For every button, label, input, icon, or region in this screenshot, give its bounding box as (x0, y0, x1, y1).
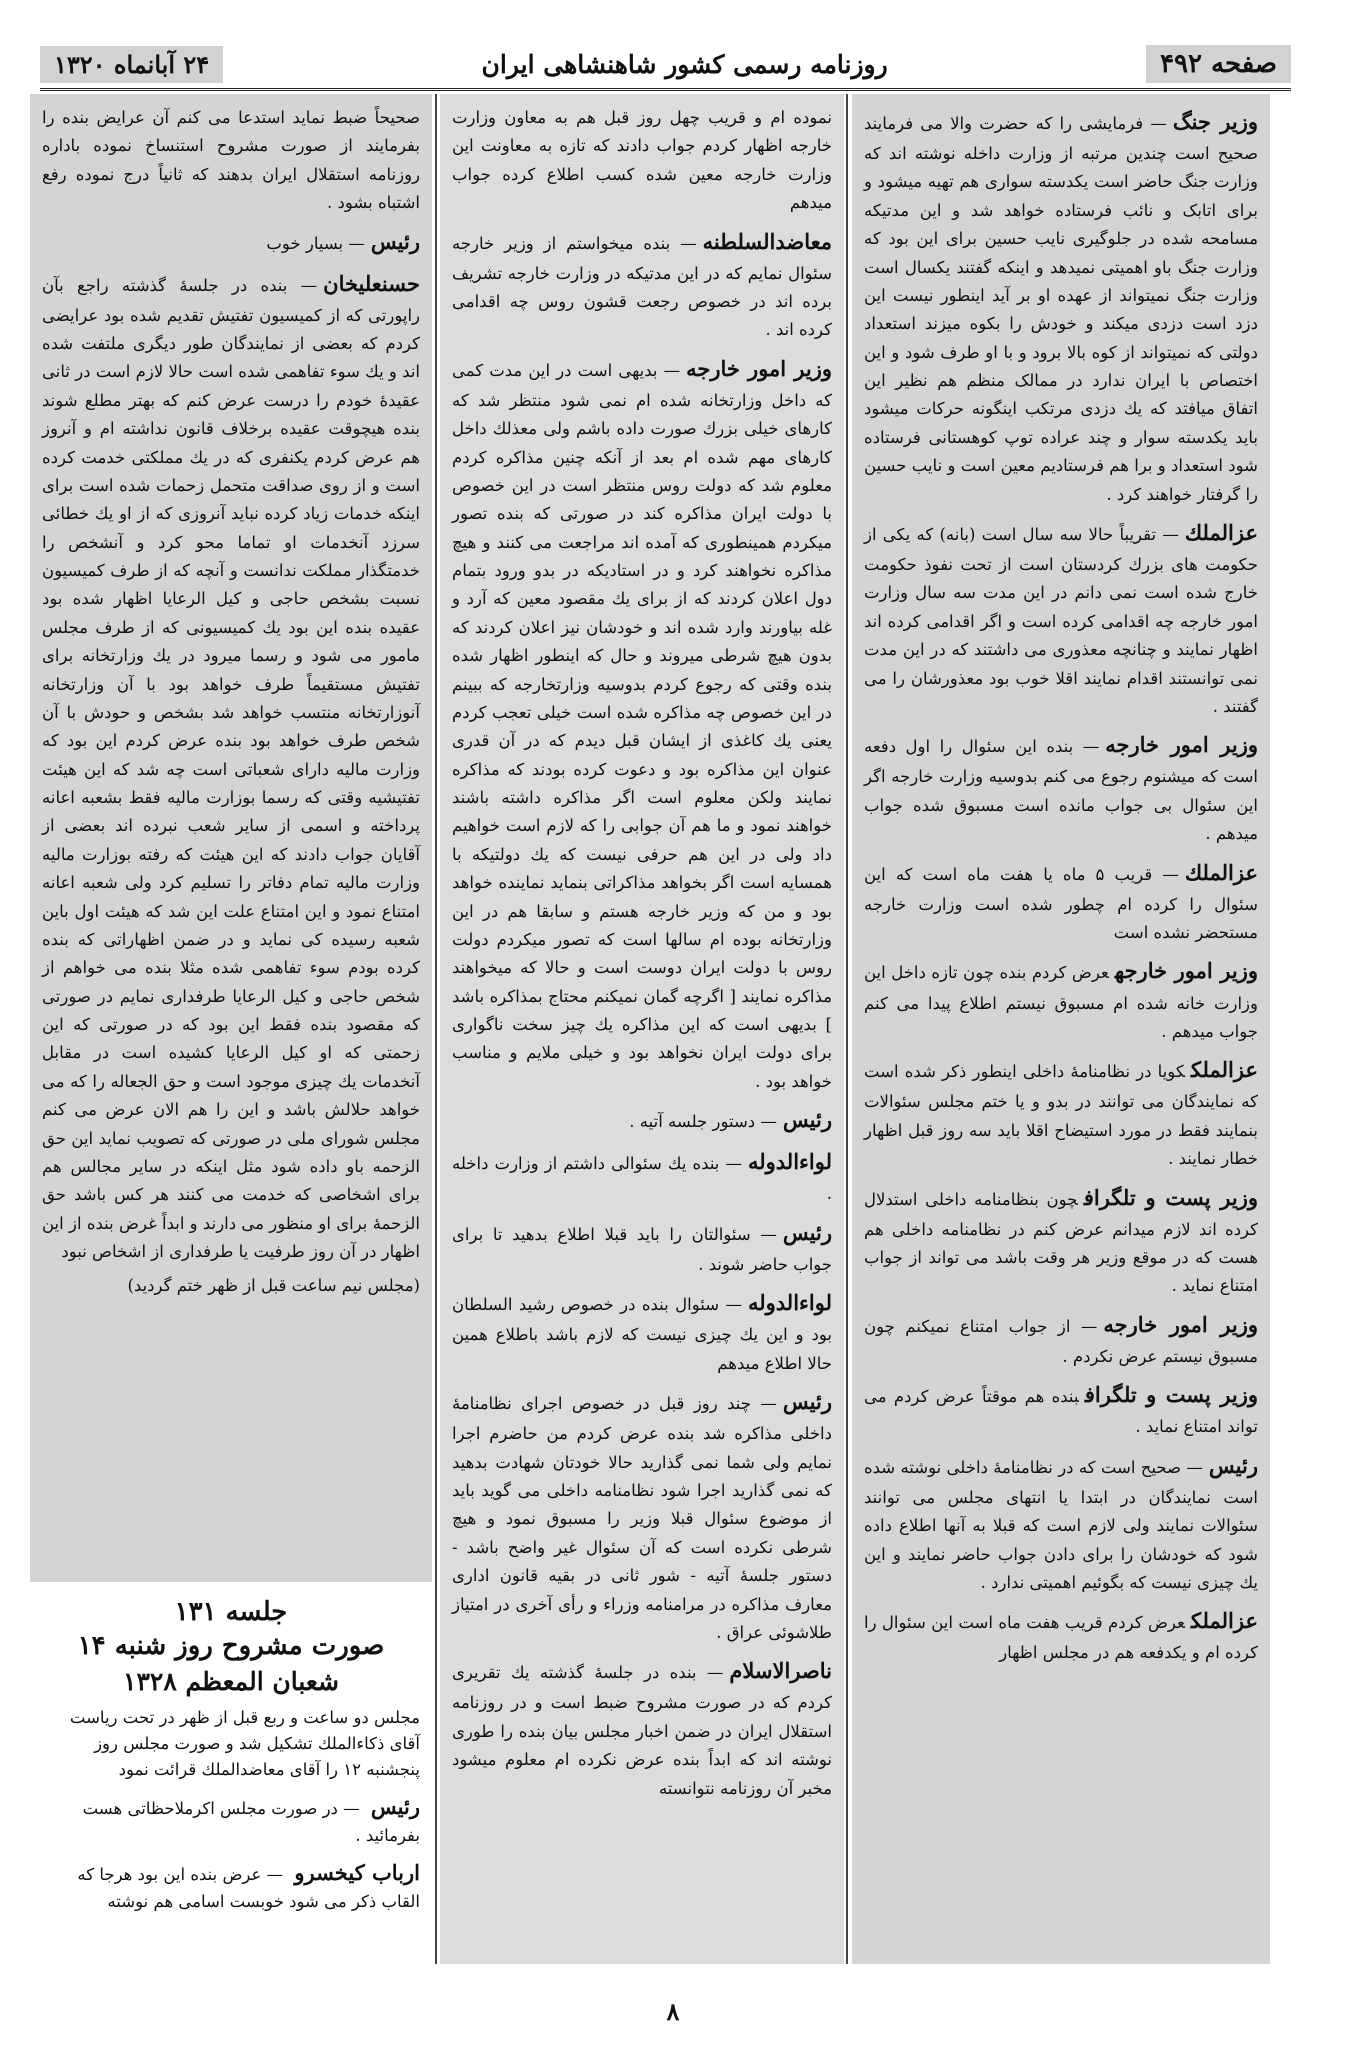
speech-paragraph (864, 727, 1258, 848)
session-subtitle: صورت مشروح روز شنبه ۱۴ (77, 1630, 385, 1661)
speech-text: — از جواب امتناع نمیکنم چون مسبوق نیستم عرض نکردم . (864, 1316, 1258, 1366)
speech-text: کویا در نظامنامهٔ داخلی اینطور ذکر شده است که نمایندگان می توانند در بدو و یا ختم مجلس سئوالات بنمایند فقط در مورد استیضاح اقلا باید سه روز قبل اظهار خطار نمایند . (864, 1062, 1258, 1169)
speaker-name: ناصرالاسلام (729, 1658, 832, 1684)
speech-text: — عرض بنده این بود هرجا که القاب ذکر می شود خوبست اسامی هم نوشته (77, 1864, 420, 1912)
speech-text: نموده ام و قریب چهل روز قبل هم به معاون وزارت خارجه اظهار کردم جواب دادند که تازه به معاونت این وزارت خارجه معین شده کسب اطلاع کرده جواب میدهم (452, 108, 832, 213)
speaker-name: عزالملك (1190, 1608, 1258, 1634)
speech-paragraph (452, 351, 832, 1096)
speech-text: (مجلس نیم ساعت قبل از ظهر ختم گردید) (127, 1276, 420, 1296)
speaker-name: رئیس (782, 1219, 832, 1245)
speech-text: — در صورت مجلس اکرملاحظاتی هست بفرمائید . (82, 1798, 420, 1846)
speech-paragraph (452, 1144, 832, 1208)
speech-paragraph (864, 1377, 1258, 1441)
speech-paragraph (42, 1272, 420, 1300)
session-paragraph (42, 1790, 420, 1850)
speech-text: — بدیهی است در این مدت کمی که داخل وزارتخانه شده ام نمی شود منتظر شد که کارهای خیلی بزرك صورت داده باشم ولی معذلك داخل کارهای مهم شده ام بعد از آنکه چنین مذاکره کردم معلوم شد که دولت روس منتظر است در این خصوص با دولت ایران مذاکره کند در صورتی که بنده تصور میکردم همینطوری که آمده اند مراجعت می کنند و هیچ مذاکره نخواهند کرد و در استادیکه در بدو ورود بتمام دول اعلان کردند که از برای یك مقصود معین که آرد و غله بیاورند وارد شده اند و خودشان نیز اعلان کردند که بدون هیچ شرطی میروند و حال که اینطور اظهار شده بنده وقتی که رجوع کردم بدوسیه وزارتخارجه که ببینم در این خصوص چه مذاکره شده است خیلی تعجب کردم یعنی یك کاغذی از ایشان قبل دیدم که در آن قدری عنوان این مذاکره بود و دعوت کرده بودند که مذاکره نمایند ولکن معلوم است اگر مذاکره داشته باشند خواهند نمود و ما هم آن جوابی را که لازم است خواهیم داد ولی در این هم حرفی نیست که یك دولتیکه با همسایه است اگر بخواهد مذاکراتی بنماید نماینده خواهد بود و من که وزیر خارجه هستم و سابقا هم در این وزارتخانه بوده ام سالها است که تصور میکردم دولت روس با دولت ایران دوست است و حالا که میخواهند مذاکره نمایند [ اگرچه گمان نمیکنم محتاج بمذاکره باشد ] بدیهی است که این مذاکره یك چیز سخت ناگواری برای دولت ایران نخواهد بود و خیلی ملایم و مناسب خواهد بود . (452, 360, 832, 1091)
speech-text: عرض کردم قریب هفت ماه است این سئوال را کرده ام و یکدفعه هم در مجلس اظهار (864, 1613, 1258, 1663)
speech-text: — قریب ۵ ماه یا هفت ماه است که این سئوال را کرده ام چطور شده است وزارت خارجه مستحضر نشده است (864, 864, 1258, 943)
speaker-name: وزیر امور خارجه (1103, 1311, 1258, 1337)
column-middle (440, 94, 844, 1964)
speech-text: — سئوال بنده در خصوص رشید السلطان بود و این یك چیزی نیست که لازم باشد باطلاع همین حالا اطلاع میدهم (452, 1295, 832, 1373)
speaker-name: وزیر امور خارجه (1114, 958, 1259, 984)
speaker-name: وزیر امور خارجه (1105, 732, 1259, 758)
speech-paragraph (864, 1307, 1258, 1371)
speaker-name: لواءالدوله (747, 1290, 832, 1316)
column-divider (846, 94, 848, 1964)
page-number: صفحه ۴۹۲ (1146, 45, 1291, 83)
speech-text: — بنده در جلسهٔ گذشته یك تقریری کردم که در صورت مشروح ضبط است و در روزنامه استقلال ایران در ضمن اخبار مجلس بیان بنده را طوری نوشته اند که ابداً بنده عرض نکرده ام معلوم میشود مخبر آن روزنامه نتوانسته (452, 1663, 832, 1798)
speech-text: بنده هم موقتاً عرض کردم می تواند امتناع نماید . (864, 1387, 1258, 1437)
speech-text: — بنده یك سئوالی داشتم از وزارت داخله . (452, 1154, 832, 1204)
session-131-section (30, 1590, 432, 1964)
column-right (852, 94, 1270, 1964)
speech-text: عرض کردم بنده چون تازه داخل این وزارت خانه شده ام مسبوق نیستم اطلاع پیدا می کنم جواب میدهم . (864, 963, 1258, 1041)
speech-paragraph (864, 1180, 1258, 1301)
speech-paragraph (864, 1448, 1258, 1598)
speaker-name: رئیس (370, 228, 420, 254)
speech-text: — بنده در جلسهٔ گذشته راجع بآن راپورتی که از کمیسیون تفتیش تقدیم شده بود عرایضی کردم که بعضی از نمایندگان طور دیگری ملتفت شده اند و یك سوء تفاهمی شده است حالا لازم است در ثانی عقیدهٔ خودم را درست عرض کنم که بهتر مطلع شوند بنده هیچوقت عقیده برخلاف قانون نداشته ام و آنروز هم عرض کردم یکنفری که در یك مملکتی خدمت کرده است و از روی صداقت متحمل زحمات شده است برای اینکه خدمات زیاد کرده نباید آنروزی که از او یك خطائی سرزد آنخدمات او تماما محو کرد و آنشخص را خدمتگذار مملکت ندانست و آنچه که از طرف کمیسیون نسبت بشخص حاجی و کیل الرعایا اظهار شده بود عقیده بنده این بود یك کمیسیونی که از طرف مجلس مامور می شود و رسما میرود در یك وزارتخانه برای تفتیش مستقیماً طرف خواهد بود با آن وزارتخانه آنوزارتخانه منتسب خواهد شد بشخص و حودش با آن شخص طرف خواهد بود بنده عرض کردم این بود که وزارت مالیه دارای شعباتی است چه شد که این هیئت تفتیشیه وقتی که رسما بوزارت مالیه فقط بشعبه اعانه پرداخته و اسمی از سایر شعب نبرده اند بعضی از آقایان جواب دادند که این هیئت که رفته بوزارت مالیه وزارت مالیه تمام دفاتر را تسلیم کرد ولی شعبه اعانه امتناع نمود و این امتناع علت این شد که هیئت اول باین شعبه رسیده کی نماید و در ضمن اظهاراتی که بنده کرده بودم سوء تفاهمی شده مثلا بنده می خواهم از شخص حاجی و کیل الرعایا طرفداری نمایم در صورتی که مقصود بنده فقط این بود که در صورتی که این زحمتی که او کیل الرعایا کشیده است در مقابل آنخدمات یك چیزی موجود است و حق الجعاله را که می خواهد حلالش باشد و این را هم الان عرض می کنم مجلس شورای ملی در صورتی که تصویب نماید این حق الزحمه باو داده شود مثل اینکه در سایر مجالس هم برای اشخاصی که خدمت می کنند هر کس باشد حق الزحمهٔ برای او منظور می دارند و ابداً غرض بنده از این اظهار در آن روز طرفیت یا طرفداری از اشخاص نبود (42, 275, 420, 1262)
speech-paragraph (42, 266, 420, 1267)
speaker-name: ارباب کیخسرو (294, 1859, 420, 1885)
speech-paragraph (42, 224, 420, 260)
speech-text: — بنده میخواستم از وزیر خارجه سئوال نمایم که در این مدتیکه در وزارت خارجه تشریف برده اند در خصوص رجعت قشون روس چه اقدامی کرده اند . (452, 233, 832, 340)
speaker-name: رئیس (370, 1793, 420, 1819)
column-left (30, 94, 432, 1582)
speech-paragraph (864, 515, 1258, 721)
speech-paragraph (452, 1102, 832, 1138)
speaker-name: رئیس (1208, 1452, 1258, 1478)
speaker-name: عزالملك (1184, 519, 1258, 545)
speech-paragraph (452, 1215, 832, 1279)
speech-text: — بسیار خوب (266, 233, 365, 253)
speech-text: — دستور جلسه آتیه . (629, 1112, 777, 1132)
speaker-name: وزیر پست و تلگراف (1084, 1382, 1259, 1408)
speech-text: چون بنظامنامه داخلی استدلال کرده اند لازم میدانم عرض کنم در نظامنامه داخلی هم هست که در موقع وزیر هر وقت باشد می تواند از جواب امتناع نماید . (864, 1189, 1258, 1296)
speech-paragraph (452, 104, 832, 218)
speech-paragraph (864, 1603, 1258, 1667)
speech-paragraph (452, 1653, 832, 1803)
speaker-name: عزالملك (1184, 859, 1258, 885)
speech-text: — تقریباً حالا سه سال است (بانه) که یکی از حکومت های بزرك کردستان است از تحت نفوذ حکومت خارج شده است نمی دانم در این مدت سه سال وزارت امور خارجه چه اقدامی کرده است و اگر اقدامی کرده اند اظهار نمایند و چنانچه معذوری می داشتند که در این مدت نمی توانستند اقدام نمایند اقلا خوب بود معذورشان را می گفتند . (864, 524, 1258, 716)
session-intro: مجلس دو ساعت و ربع قبل از ظهر در تحت ریاست آقای ذکاءالملك تشکیل شد و صورت مجلس روز پنجشنبه ۱۲ را آقای معاضدالملك قرائت نمود (69, 1707, 420, 1780)
speech-text: — صحیح است که در نظامنامهٔ داخلی نوشته شده است نمایندگان در ابتدا یا انتهای مجلس می توانند سئوالات نمایند ولی لازم است که قبلا به آنها اطلاع داده شود که خودشان را برای دادن جواب حاضر نمایند و این یك چیزی نیست که بگوئیم اهمیتی ندارد . (864, 1457, 1258, 1592)
newspaper-title: روزنامه رسمی کشور شاهنشاهی ایران (481, 49, 888, 79)
page-header (40, 40, 1291, 91)
speech-paragraph (452, 1384, 832, 1647)
speech-paragraph (42, 104, 420, 218)
speaker-name: وزیر جنگ (1172, 109, 1258, 134)
speaker-name: وزیر امور خارجه (686, 355, 832, 381)
speaker-name: رئیس (782, 1107, 832, 1133)
speech-paragraph (864, 1052, 1258, 1173)
speaker-name: وزیر پست و تلگراف (1083, 1184, 1259, 1210)
speech-text: — چند روز قبل در خصوص اجرای نظامنامهٔ داخلی مذاکره شد بنده عرض کردم من حاضرم اجرا نمایم ولی شما نمی گذارید حالا خودتان شهادت بدهید که نمی گذارید اجرا شود نظامنامه داخلی می گوید باید از موضوع سئوال قبلا وزیر را مسبوق نمود و هیچ شرطی نکرده است که آن سئوال غیر واضح باشد - دستور جلسهٔ آتیه - شور ثانی در بقیه قانون اداری معارف مذاکره در مرامنامه وزراء و رأی آخری در امتیاز طلاشوئی عراق . (452, 1394, 832, 1642)
speech-text: — سئوالتان را باید قبلا اطلاع بدهید تا برای جواب حاضر شوند . (452, 1224, 832, 1274)
speech-paragraph (452, 1285, 832, 1378)
speech-text: صحیحاً ضبط نماید استدعا می کنم آن عرایض بنده را بفرمایند از صورت مشروح استنساخ نموده باداره روزنامه استقلال ایران بدهند که ثانیاً درج نموده رفع اشتباه بشود . (42, 108, 420, 213)
issue-date: ۲۴ آبانماه ۱۳۲۰ (40, 46, 223, 83)
speech-paragraph (864, 855, 1258, 948)
speech-paragraph (452, 224, 832, 345)
speaker-name: حسنعلیخان (323, 270, 420, 296)
speech-text: — فرمایشی را که حضرت والا می فرمایند صحیح است چندین مرتبه از وزارت داخله نوشته اند که وزارت جنگ حاضر است یکدسته سواری هم تهیه میشود و برای اتابک و نائب فرستاده خواهد شد و این مدتیکه مسامحه شده در جلوگیری نایب حسین برای این بود که وزارت جنگ باو اهمیتی نمیدهد و اینکه گفتند یکسال است وزارت جنگ نمیتواند از عهده او بر آید اینطور نیست این دزد است دزدی میکند و خودش را بکوه میزند استعداد دولتی که نمیتواند از کوه بالا برود و با او طرف شود و این اختصاص با ایران ندارد در ممالک منظم هم نظیر این اتفاق میافتد که یك دزدی مرتکب اینگونه حرکات میشود باید یکدسته سوار و چند عراده توپ کوهستانی فرستاده شود استعداد و برا هم فرستادیم معین است و نایب حسین را گرفتار خواهند کرد . (864, 114, 1258, 504)
speaker-name: رئیس (782, 1389, 832, 1415)
column-divider (435, 94, 437, 1964)
session-title: جلسه ۱۳۱ (174, 1597, 288, 1627)
speaker-name: لواءالدوله (747, 1149, 832, 1175)
session-paragraph (42, 1856, 420, 1916)
speaker-name: عزالملك (1190, 1057, 1258, 1083)
speaker-name: معاضدالسلطنه (702, 228, 832, 254)
page-marker: ۸ (666, 1997, 680, 2026)
speech-text: — بنده این سئوال را اول دفعه است که میشنوم رجوع می کنم بدوسیه وزارت خارجه اگر این سئوال بی جواب مانده است مسبوق شده جواب میدهم . (864, 737, 1258, 844)
session-date: شعبان المعظم ۱۳۲۸ (123, 1666, 339, 1696)
speech-paragraph (864, 104, 1258, 509)
speech-paragraph (864, 953, 1258, 1046)
